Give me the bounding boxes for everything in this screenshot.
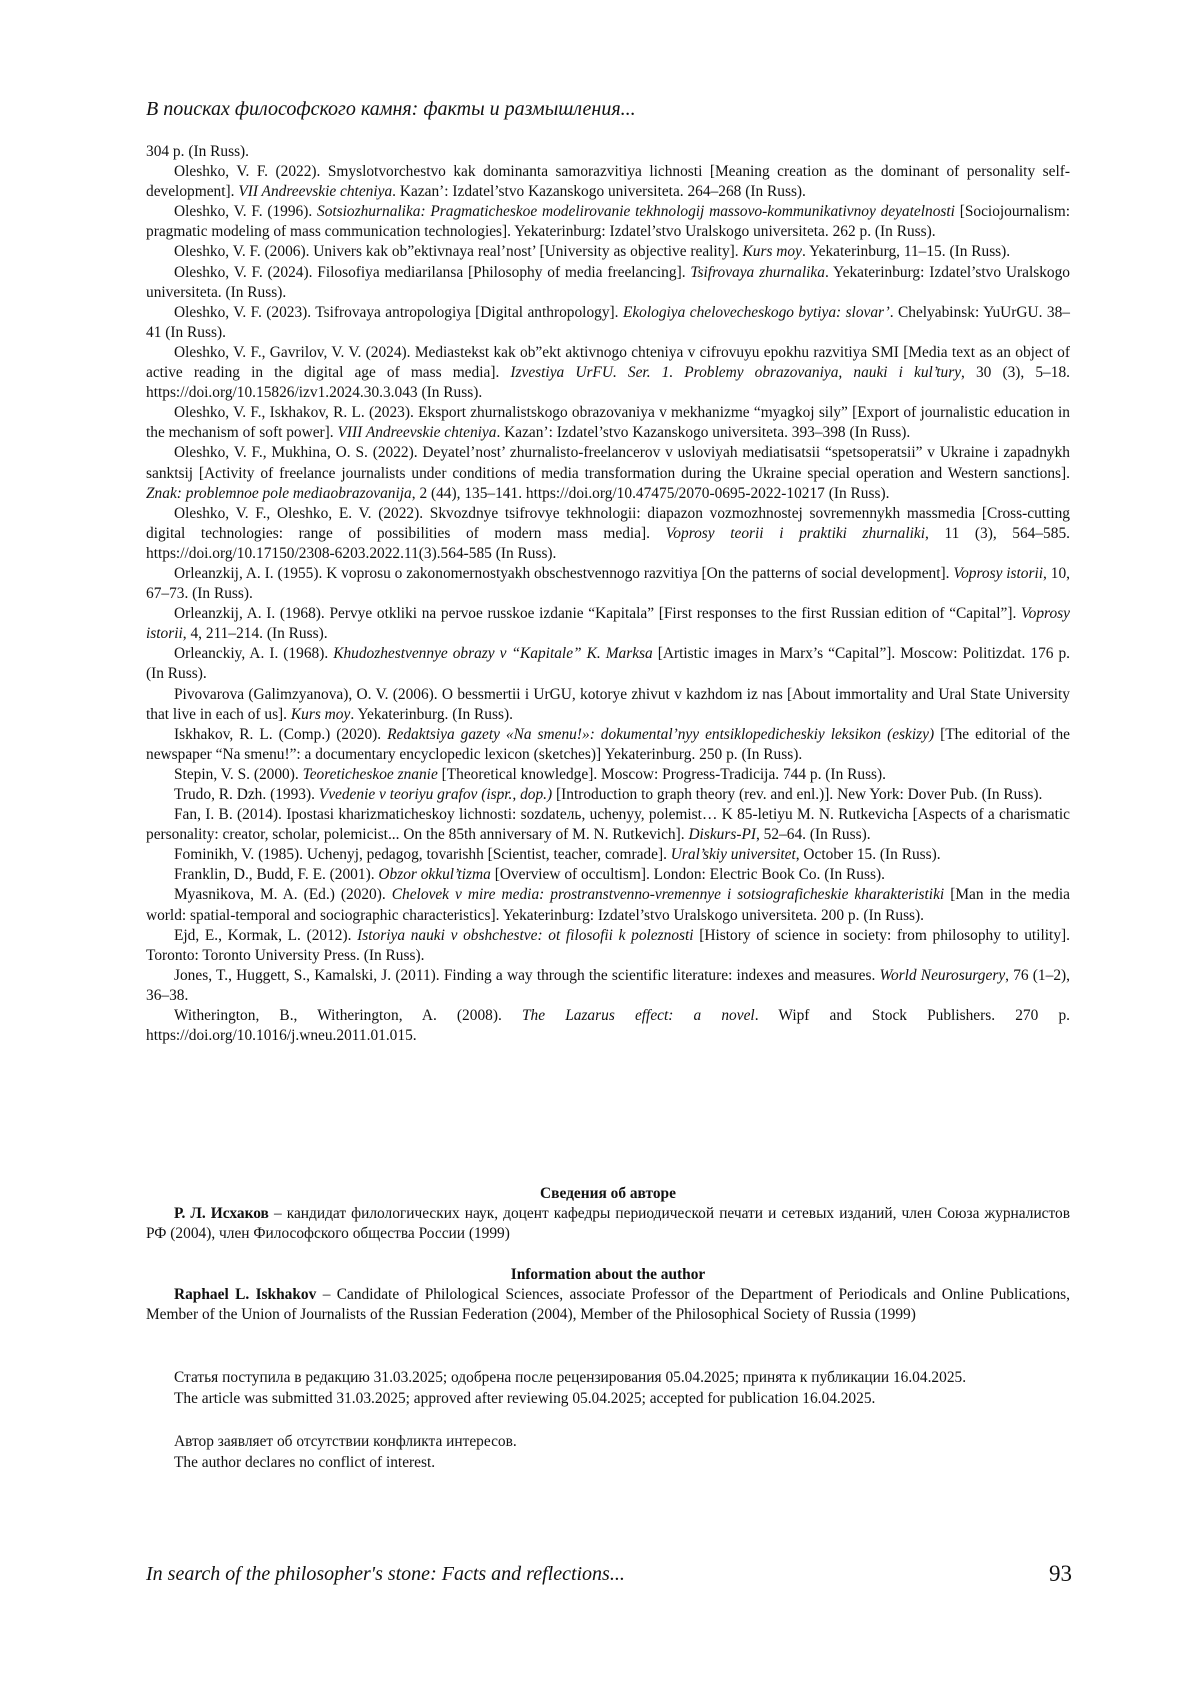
reference-text: , October 15. (In Russ). [795, 846, 941, 864]
reference-text: Oleshko, V. F., Oleshko, E. V. (2022). Skvozdnye tsifrovye tekhnologii: diapazon vozmozhnostej sovremennykh massmedia [Cross-cutting digital technologies: range of possibilities of modern mass media]. [146, 504, 1070, 542]
reference-source-title: Obzor okkul’tizma [378, 866, 491, 884]
author-info-heading-ru: Сведения об авторе [540, 1185, 676, 1202]
reference-text: Trudo, R. Dzh. (1993). [174, 786, 319, 803]
reference-text: . Chelyabinsk: YuUrGU. 38–41 (In Russ). [146, 303, 1071, 341]
reference-text: Iskhakov, R. L. (Comp.) (2020). [174, 725, 388, 743]
reference-text: Jones, T., Huggett, S., Kamalski, J. (2011). Finding a way through the scientific literature: indexes and measures. [174, 966, 880, 984]
reference-text: . Yekaterinburg, 11–15. (In Russ). [801, 243, 1011, 261]
reference-source-title: Tsifrovaya zhurnalika [690, 263, 825, 281]
reference-source-title: Teoreticheskoe znanie [302, 765, 438, 783]
reference-source-title: Istoriya nauki v obshchestve: ot filosofii k poleznosti [357, 926, 694, 944]
reference-source-title: Voprosy istorii [146, 605, 1070, 643]
reference-text: [Overview of occultism]. London: Electric Book Co. (In Russ). [490, 866, 885, 884]
reference-text: [Theoretical knowledge]. Moscow: Progress-Tradicija. 744 p. (In Russ). [437, 765, 887, 783]
reference-source-title: Khudozhestvennye obrazy v “Kapitale” K. Marksa [333, 645, 653, 663]
reference-text: Oleshko, V. F. (2022). Smyslotvorchestvo kak dominanta samorazvitiya lichnosti [Meaning creation as the dominant of personality self-development]. [146, 163, 1070, 201]
reference-text: Witherington, B., Witherington, A. (2008). [174, 1007, 522, 1025]
reference-text: [History of science in society: from philosophy to utility]. Toronto: Toronto University Press. (In Russ). [146, 926, 1070, 964]
reference-source-title: VIII Andreevskie chteniya [337, 424, 497, 442]
conflict-statement-en: The author declares no conflict of interest. [174, 1454, 436, 1471]
running-foot: In search of the philosopher's stone: Facts and reflections... [146, 1563, 625, 1585]
reference-entry [146, 604, 1070, 644]
reference-text: , 11 (3), 564–585. https://doi.org/10.17150/2308-6203.2022.11(3).564-585 (In Russ). [146, 524, 1070, 562]
article-dates-ru: Статья поступила в редакцию 31.03.2025; одобрена после рецензирования 05.04.2025; принята к публикации 16.04.2025. [174, 1369, 967, 1386]
author-details-ru: – кандидат филологических наук, доцент кафедры периодической печати и сетевых изданий, член Союза журналистов РФ (2004), член Философского общества России (1999) [146, 1205, 1070, 1242]
reference-text: 304 p. (In Russ). [146, 143, 250, 160]
reference-source-title: The Lazarus effect: a novel [521, 1007, 755, 1025]
article-dates [174, 1367, 966, 1409]
reference-text: , 52–64. (In Russ). [755, 826, 871, 844]
reference-text: Myasnikova, M. A. (Ed.) (2020). [174, 886, 392, 904]
reference-entry [146, 263, 1070, 303]
reference-text: Orleanckiy, A. I. (1968). [174, 645, 334, 663]
reference-text: Oleshko, V. F., Mukhina, O. S. (2022). Deyatel’nost’ zhurnalisto-freelancerov v usloviyah mediatisatsii “spetsoperatsii” v Ukraine i zapadnykh sanktsij [Activity of freelance journalists under conditions of media transformation during the Ukraine special operation and Western sanctions]. [146, 444, 1070, 482]
reference-entry [146, 504, 1070, 564]
article-dates-en: The article was submitted 31.03.2025; approved after reviewing 05.04.2025; accepted for publication 16.04.2025. [174, 1390, 876, 1407]
reference-entry [146, 845, 1070, 865]
reference-text: Oleshko, V. F. (2023). Tsifrovaya antropologiya [Digital anthropology]. [174, 303, 623, 321]
reference-entry [146, 644, 1070, 684]
reference-text: Franklin, D., Budd, F. E. (2001). [174, 866, 379, 884]
reference-source-title: Redaktsiya gazety «Na smenu!»: dokumental’nyy entsiklopedicheskiy leksikon (eskizy) [387, 725, 935, 743]
reference-entry [146, 303, 1070, 343]
reference-entry [146, 805, 1070, 845]
reference-entry [146, 885, 1070, 925]
author-details-en: – Candidate of Philological Sciences, associate Professor of the Department of Periodicals and Online Publications, Member of the Union of Journalists of the Russian Federation (2004), Member of the Philosophical Society of Russia (1999) [146, 1286, 1070, 1323]
reference-text: Oleshko, V. F. (1996). [174, 203, 317, 221]
reference-entry [146, 966, 1070, 1006]
reference-text: , 2 (44), 135–141. https://doi.org/10.47475/2070-0695-2022-10217 (In Russ). [411, 484, 890, 502]
reference-entry [146, 765, 1070, 785]
reference-entry [146, 343, 1070, 403]
running-head: В поисках философского камня: факты и размышления... [146, 98, 636, 120]
reference-source-title: Vvedenie v teoriyu grafov (ispr., dop.) [318, 786, 553, 803]
author-info-body-en [146, 1285, 1070, 1325]
reference-text: Fan, I. B. (2014). Ipostasi kharizmaticheskoy lichnosti: sozdateль, uchenyy, polemist… K 85-letiyu M. N. Rutkevicha [Aspects of a charismatic personality: creator, scholar, polemicist... On the 85th anniversary of M. N. Rutkevich]. [146, 806, 1070, 844]
reference-entry [146, 725, 1070, 765]
reference-text: Stepin, V. S. (2000). [174, 765, 303, 783]
author-name-ru: Р. Л. Исхаков [174, 1205, 269, 1222]
conflict-statement-ru: Автор заявляет об отсутствии конфликта интересов. [174, 1433, 517, 1450]
reference-text: . Yekaterinburg: Izdatel’stvo Uralskogo universiteta. (In Russ). [146, 263, 1071, 301]
reference-entry [146, 785, 1070, 805]
reference-text: Ejd, E., Kormak, L. (2012). [174, 926, 358, 944]
reference-entry [146, 865, 1070, 885]
reference-text: . Kazan’: Izdatel’stvo Kazanskogo universiteta. 393–398 (In Russ). [496, 424, 911, 442]
reference-text: , 4, 211–214. (In Russ). [182, 625, 328, 643]
author-name-en: Raphael L. Iskhakov [174, 1286, 317, 1303]
reference-source-title: Diskurs-PI [688, 826, 756, 844]
reference-entry [146, 403, 1070, 443]
reference-text: Oleshko, V. F. (2024). Filosofiya mediarilansa [Philosophy of media freelancing]. [174, 263, 691, 281]
reference-text: [Artistic images in Marx’s “Capital”]. Moscow: Politizdat. 176 p. (In Russ). [146, 645, 1070, 683]
reference-text: [Introduction to graph theory (rev. and enl.)]. New York: Dover Pub. (In Russ). [552, 786, 1043, 803]
conflict-statement [174, 1431, 517, 1473]
reference-source-title: Sotsiozhurnalika: Pragmaticheskoe modelirovanie tekhnologij massovo-kommunikativnoy deyatelnosti [317, 203, 955, 221]
reference-source-title: Voprosy teorii i praktiki zhurnaliki [665, 524, 925, 542]
reference-entry [146, 564, 1070, 604]
reference-source-title: Ural’skiy universitet [670, 846, 796, 864]
reference-source-title: Kurs moy [742, 243, 802, 261]
author-info-en [146, 1265, 1070, 1325]
reference-entry [146, 162, 1070, 202]
reference-source-title: Voprosy istorii [953, 564, 1044, 582]
reference-source-title: World Neurosurgery [879, 966, 1006, 984]
page-number: 93 [1049, 1561, 1072, 1586]
reference-entry [146, 202, 1070, 242]
reference-text: Orleanzkij, A. I. (1968). Pervye otkliki na pervoe russkoe izdanie “Kapitala” [First responses to the first Russian edition of “Capital”]. [174, 605, 1021, 623]
reference-text: [Sociojournalism: pragmatic modeling of mass communication technologies]. Yekaterinburg: Izdatel’stvo Uralskogo universiteta. 262 p. (In Russ). [146, 203, 1070, 241]
reference-text: Pivovarova (Galimzyanova), O. V. (2006). O bessmertii i UrGU, kotorye zhivut v kazhdom iz nas [About immortality and Ural State University that live in each of us]. [146, 685, 1070, 723]
reference-entry [146, 443, 1070, 503]
reference-list [146, 142, 1070, 1046]
reference-text: , 30 (3), 5–18. https://doi.org/10.15826/izv1.2024.30.3.043 (In Russ). [146, 364, 1070, 402]
reference-entry [146, 142, 1070, 162]
reference-entry [146, 926, 1070, 966]
reference-text: Oleshko, V. F., Iskhakov, R. L. (2023). Eksport zhurnalistskogo obrazovaniya v mekhanizme “myagkoj sily” [Export of journalistic education in the mechanism of soft power]. [146, 404, 1070, 442]
reference-source-title: Izvestiya UrFU. Ser. 1. Problemy obrazovaniya, nauki i kul’tury [510, 364, 962, 382]
author-info-heading-en: Information about the author [510, 1266, 706, 1283]
reference-source-title: Znak: problemnoe pole mediaobrazovanija [146, 484, 412, 502]
reference-text: Oleshko, V. F. (2006). Univers kak ob”ektivnaya real’nost’ [University as objective reality]. [174, 243, 743, 261]
reference-entry [146, 242, 1070, 262]
reference-source-title: VII Andreevskie chteniya [238, 183, 393, 201]
reference-entry [146, 685, 1070, 725]
reference-text: . Wipf and Stock Publishers. 270 p. https://doi.org/10.1016/j.wneu.2011.01.015. [146, 1007, 1070, 1045]
author-info-body-ru [146, 1204, 1070, 1244]
reference-text: . Yekaterinburg. (In Russ). [350, 705, 513, 723]
reference-source-title: Kurs moy [290, 705, 351, 723]
reference-text: Orleanzkij, A. I. (1955). K voprosu o zakonomernostyakh obschestvennogo razvitiya [On the patterns of social development]. [174, 564, 954, 582]
reference-text: , 76 (1–2), 36–38. [146, 966, 1070, 1004]
reference-source-title: Chelovek v mire media: prostranstvenno-vremennye i sotsiograficheskie kharakteristiki [391, 886, 945, 904]
reference-text: Fominikh, V. (1985). Uchenyj, pedagog, tovarishh [Scientist, teacher, comrade]. [174, 846, 671, 864]
reference-text: [Man in the media world: spatial-temporal and sociographic characteristics]. Yekaterinburg: Izdatel’stvo Uralskogo universiteta. 200 p. (In Russ). [146, 886, 1070, 924]
reference-source-title: Ekologiya chelovecheskogo bytiya: slovar’ [622, 303, 890, 321]
reference-text: . Kazan’: Izdatel’stvo Kazanskogo universiteta. 264–268 (In Russ). [392, 183, 806, 201]
reference-text: Oleshko, V. F., Gavrilov, V. V. (2024). Mediastekst kak ob”ekt aktivnogo chteniya v cifrovuyu epokhu razvitiya SMI [Media text as an object of active reading in the digital age of mass media]. [146, 343, 1070, 382]
author-info-ru [146, 1184, 1070, 1244]
reference-text: , 10, 67–73. (In Russ). [146, 564, 1070, 603]
reference-entry [146, 1006, 1070, 1046]
reference-text: [The editorial of the newspaper “Na smenu!”: a documentary encyclopedic lexicon (sketches)] Yekaterinburg. 250 p. (In Russ). [146, 725, 1070, 763]
